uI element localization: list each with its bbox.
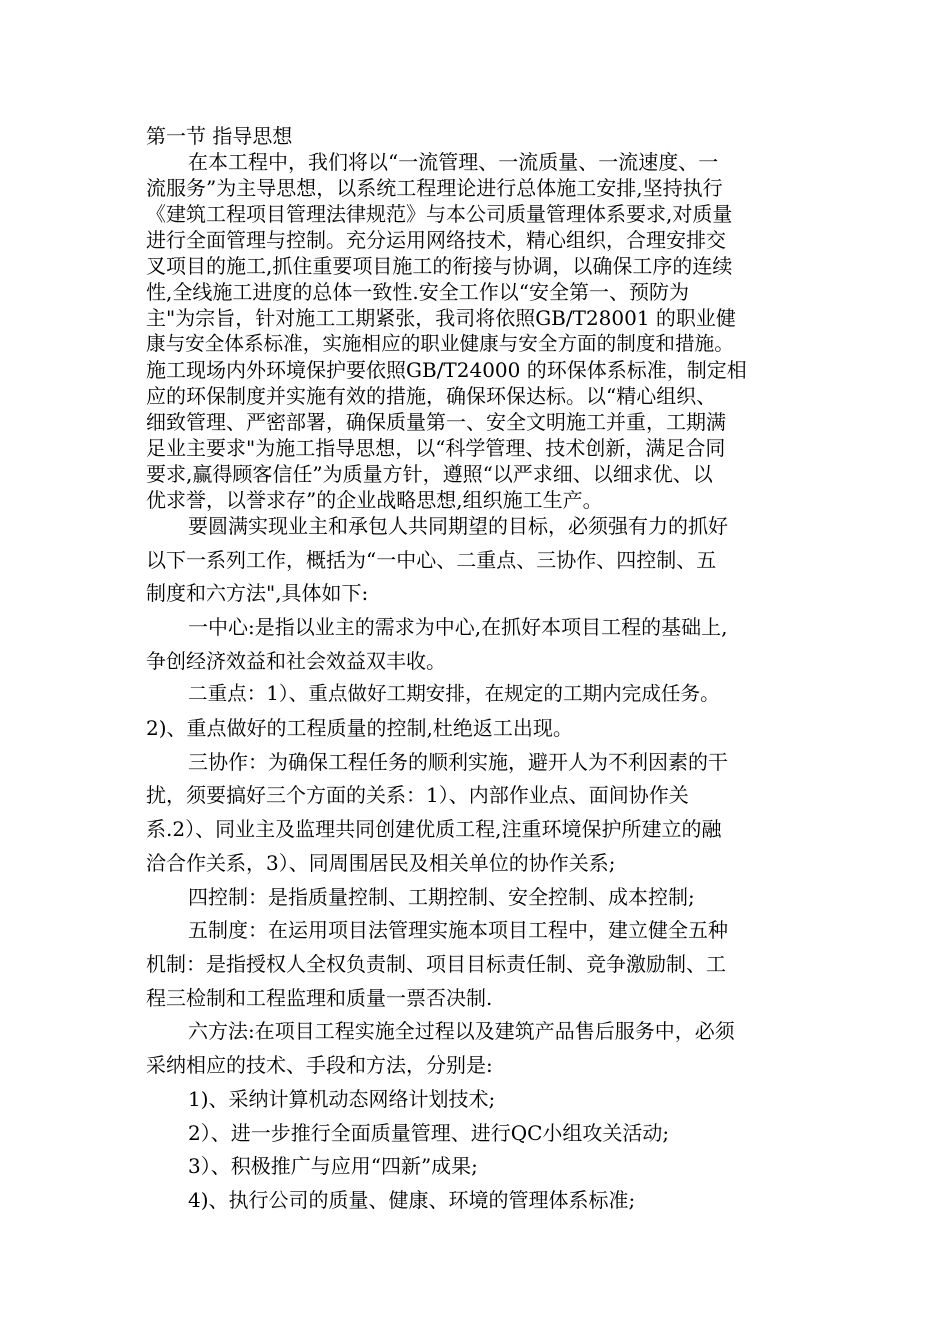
paragraph-line: 二重点：1）、重点做好工期安排，在规定的工期内完成任务。: [188, 682, 720, 705]
list-item: 1)、采纳计算机动态网络计划技术;: [188, 1087, 496, 1111]
paragraph-line: 《建筑工程项目管理法律规范》与本公司质量管理体系要求,对质量: [146, 202, 733, 226]
paragraph-line: 四控制：是指质量控制、工期控制、安全控制、成本控制;: [188, 885, 695, 909]
paragraph-line: 应的环保制度并实施有效的措施，确保环保达标。以“精心组织、: [146, 384, 717, 408]
paragraph-line: 机制：是指授权人全权负责制、项目目标责任制、竞争激励制、工: [146, 952, 726, 976]
paragraph-line: 足业主要求"为施工指导思想，以“科学管理、技术创新，满足合同: [146, 436, 726, 460]
paragraph-line: 五制度：在运用项目法管理实施本项目工程中，建立健全五种: [188, 918, 728, 942]
paragraph-line: 流服务”为主导思想，以系统工程理论进行总体施工安排,坚持执行: [146, 176, 723, 200]
paragraph-line: 康与安全体系标准，实施相应的职业健康与安全方面的制度和措施。: [146, 332, 734, 355]
paragraph-line: 在本工程中，我们将以“一流管理、一流质量、一流速度、一: [188, 150, 719, 174]
list-item: 3）、积极推广与应用“四新”成果;: [188, 1154, 478, 1178]
paragraph-line: 系.2）、同业主及监理共同创建优质工程,注重环境保护所建立的融: [146, 817, 722, 841]
paragraph-line: 程三检制和工程监理和质量一票否决制.: [146, 986, 493, 1010]
paragraph-line: 施工现场内外环境保护要依照GB/T24000 的环保体系标准，制定相: [146, 358, 747, 382]
paragraph-line: 一中心:是指以业主的需求为中心,在抓好本项目工程的基础上,: [188, 615, 728, 639]
paragraph-line: 争创经济效益和社会效益双丰收。: [146, 649, 446, 673]
paragraph-line: 采纳相应的技术、手段和方法，分别是:: [146, 1053, 493, 1077]
paragraph-line: 细致管理、严密部署，确保质量第一、安全文明施工并重，工期满: [146, 410, 726, 434]
list-item: 2）、进一步推行全面质量管理、进行QC小组攻关活动;: [188, 1121, 670, 1145]
paragraph-line: 主"为宗旨，针对施工工期紧张，我司将依照GB/T28001 的职业健: [146, 306, 736, 330]
paragraph-line: 2)、重点做好的工程质量的控制,杜绝返工出现。: [146, 716, 573, 740]
paragraph-line: 扰，须要搞好三个方面的关系：1）、内部作业点、面间协作关: [146, 783, 689, 807]
paragraph-line: 六方法:在项目工程实施全过程以及建筑产品售后服务中，必须: [188, 1019, 735, 1043]
paragraph-line: 三协作：为确保工程任务的顺利实施，避开人为不利因素的干: [188, 750, 728, 774]
paragraph-line: 以下一系列工作，概括为“一中心、二重点、三协作、四控制、五: [146, 548, 717, 572]
paragraph-line: 叉项目的施工,抓住重要项目施工的衔接与协调，以确保工序的连续: [146, 254, 733, 278]
paragraph-line: 优求誉，以誉求存”的企业战略思想,组织施工生产。: [146, 488, 603, 512]
list-item: 4)、执行公司的质量、健康、环境的管理体系标准;: [188, 1188, 636, 1212]
paragraph-line: 洽合作关系，3）、同周围居民及相关单位的协作关系;: [146, 851, 616, 875]
paragraph-line: 进行全面管理与控制。充分运用网络技术，精心组织，合理安排交: [146, 228, 726, 252]
paragraph-line: 要求,赢得顾客信任”为质量方针，遵照“以严求细、以细求优、以: [146, 462, 713, 486]
paragraph-line: 制度和六方法",具体如下:: [146, 581, 369, 605]
section-title: 第一节 指导思想: [146, 124, 293, 148]
paragraph-line: 性,全线施工进度的总体一致性.安全工作以“安全第一、预防为: [146, 280, 689, 304]
paragraph-line: 要圆满实现业主和承包人共同期望的目标，必须强有力的抓好: [188, 514, 728, 538]
